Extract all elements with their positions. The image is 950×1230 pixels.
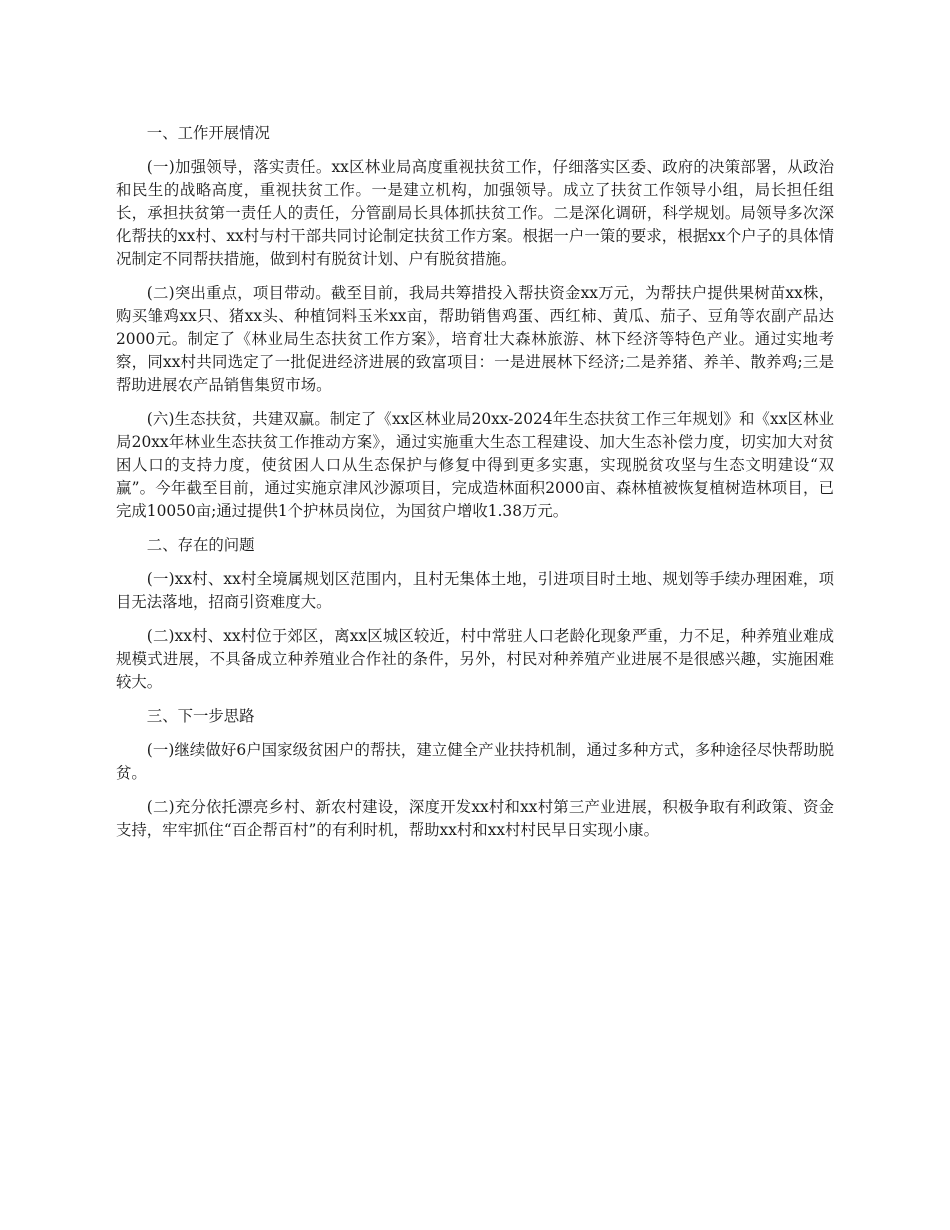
section-heading-work-status: 一、工作开展情况 [146,124,270,142]
paragraph-ecological-poverty-relief: (六)生态扶贫，共建双赢。制定了《xx区林业局20xx-2024年生态扶贫工作三年规划》和《xx区林业局20xx年林业生态扶贫工作推动方案》，通过实施重大生态工程建设、加大生态补偿力度，切实加大对贫困人口的支持力度，使贫困人口从生态保护与修复中得到更多实惠，实现脱贫攻坚与生态文明建设“双赢”。今年截至目前，通过实施京津风沙源项目，完成造林面积2000亩、森林植被恢复植树造林项目，已完成10050亩;通过提供1个护林员岗位，为国贫户增收1.38万元。 [116,410,834,520]
paragraph-problem-land: (一)xx村、xx村全境属规划区范围内，且村无集体土地，引进项目时土地、规划等手续办理困难，项目无法落地，招商引资难度大。 [116,570,834,611]
paragraph-key-projects: (二)突出重点，项目带动。截至目前，我局共筹措投入帮扶资金xx万元，为帮扶户提供果树苗xx株，购买雏鸡xx只、猪xx头、种植饲料玉米xx亩，帮助销售鸡蛋、西红柿、黄瓜、茄子、豆角等农副产品达2000元。制定了《林业局生态扶贫工作方案》，培育壮大森林旅游、林下经济等特色产业。通过实地考察，同xx村共同选定了一批促进经济进展的致富项目：一是进展林下经济;二是养猪、养羊、散养鸡;三是帮助进展农产品销售集贸市场。 [116,284,834,394]
paragraph-problem-aging: (二)xx村、xx村位于郊区，离xx区城区较近，村中常驻人口老龄化现象严重，力不足，种养殖业难成规模式进展，不具备成立种养殖业合作社的条件，另外，村民对种养殖产业进展不是很感兴趣，实施困难较大。 [116,627,834,691]
section-heading-next-steps: 三、下一步思路 [146,707,255,725]
section-heading-problems: 二、存在的问题 [146,536,255,554]
paragraph-next-step-development: (二)充分依托漂亮乡村、新农村建设，深度开发xx村和xx村第三产业进展，积极争取有利政策、资金支持，牢牢抓住“百企帮百村”的有利时机，帮助xx村和xx村村民早日实现小康。 [116,798,834,839]
paragraph-next-step-assistance: (一)继续做好6户国家级贫困户的帮扶，建立健全产业扶持机制，通过多种方式，多种途径尽快帮助脱贫。 [116,741,834,782]
paragraph-leadership: (一)加强领导，落实责任。xx区林业局高度重视扶贫工作，仔细落实区委、政府的决策部署，从政治和民生的战略高度，重视扶贫工作。一是建立机构，加强领导。成立了扶贫工作领导小组，局长担任组长，承担扶贫第一责任人的责任，分管副局长具体抓扶贫工作。二是深化调研，科学规划。局领导多次深化帮扶的xx村、xx村与村干部共同讨论制定扶贫工作方案。根据一户一策的要求，根据xx个户子的具体情况制定不同帮扶措施，做到村有脱贫计划、户有脱贫措施。 [116,158,834,268]
document-body [116,122,834,853]
